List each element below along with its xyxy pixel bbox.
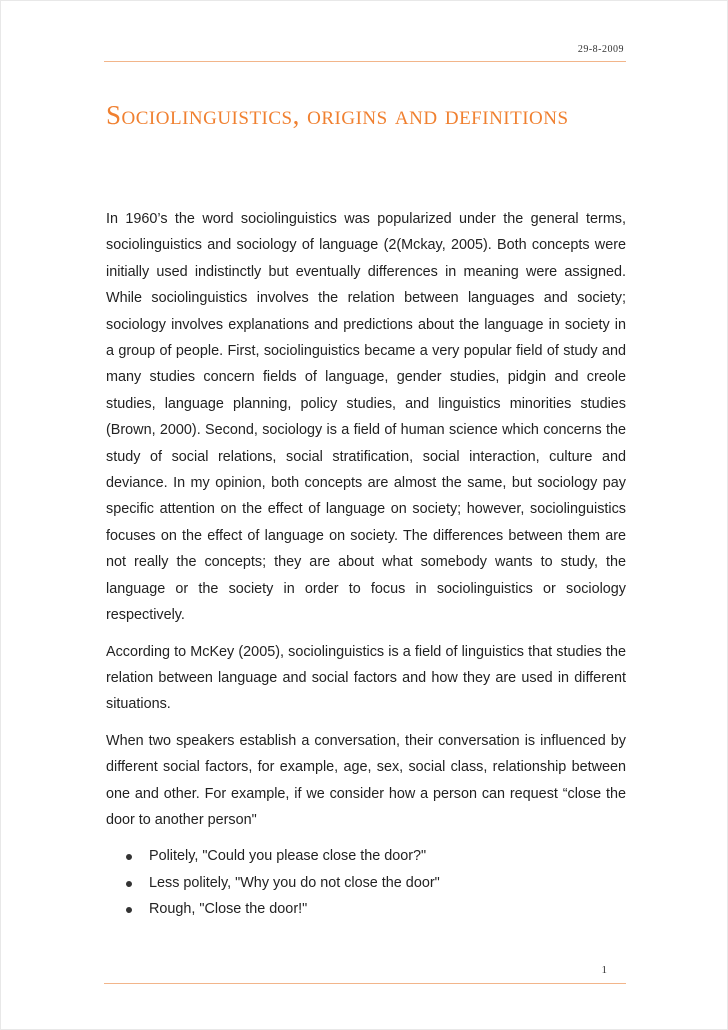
bullet-icon	[126, 854, 132, 860]
page-number: 1	[601, 964, 607, 976]
header-divider	[104, 61, 626, 62]
example-list	[106, 843, 626, 923]
header-date: 29-8-2009	[577, 44, 624, 55]
document-body	[106, 206, 626, 923]
body-paragraph: According to McKey (2005), sociolinguistics is a field of linguistics that studies the relation between language and social factors and how they are used in different situations.	[106, 643, 626, 713]
document-title: Sociolinguistics, origins and definitions	[106, 100, 569, 130]
list-item	[126, 843, 626, 870]
body-paragraph: In 1960’s the word sociolinguistics was popularized under the general terms, sociolinguistics and sociology of language (2(Mckay, 2005). Both concepts were initially used indistinctly but eventually differences in meaning were assigned. While sociolinguistics involves the relation between languages and society; sociology involves explanations and predictions about the language in society in a group of people. First, sociolinguistics became a very popular field of study and many studies concern fields of language, gender studies, pidgin and creole studies, language planning, policy studies, and linguistics minorities studies (Brown, 2000). Second, sociology is a field of human science which concerns the study of social relations, social stratification, social interaction, culture and deviance. In my opinion, both concepts are almost the same, but sociology pay specific attention on the effect of language on society; however, sociolinguistics focuses on the effect of language on society. The differences between them are not really the concepts; they are about what somebody wants to study, the language or the society in order to focus in sociolinguistics or sociology respectively.	[106, 211, 626, 624]
list-item-text: Politely, "Could you please close the door?"	[149, 848, 427, 865]
footer-divider	[104, 983, 626, 984]
body-paragraph: When two speakers establish a conversation, their conversation is influenced by different social factors, for example, age, sex, social class, relationship between one and other. For example, if we consider how a person can request “close the door to another person"	[106, 732, 626, 828]
list-item-text: Rough, "Close the door!"	[149, 901, 308, 918]
list-item-text: Less politely, "Why you do not close the door"	[149, 874, 440, 891]
bullet-icon	[126, 881, 132, 887]
list-item	[126, 870, 626, 897]
list-item	[126, 896, 626, 923]
bullet-icon	[126, 907, 132, 913]
